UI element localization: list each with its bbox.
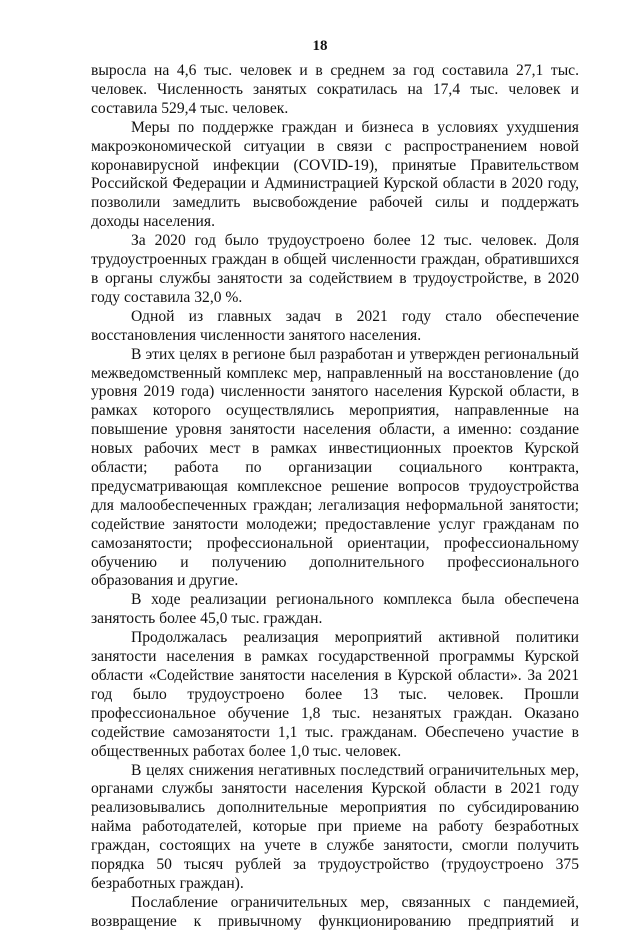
paragraph-regional-complex: В этих целях в регионе был разработан и утвержден региональный межведомственный комплекс мер, направленный на восстановление (до уровня 2019 года) численности занятого населения Курской области, в рамках которого осуществлялись мероприятия, направленные на повышение уровня занятости населения области, а именно: создание новых рабочих мест в рамках инвестиционных проектов Курской области; работа по организации социального контракта, предусматривающая комплексное решение вопросов трудоустройства для малообеспеченных граждан; легализация неформальной занятости; содействие занятости молодежи; предоставление услуг гражданам по самозанятости; профессиональной ориентации, профессиональному обучению и получению дополнительного профессионального образования и другие.: [91, 345, 579, 590]
paragraph-support-measures: Меры по поддержке граждан и бизнеса в условиях ухудшения макроэкономической ситуации в связи с распространением новой коронавирусной инфекции (COVID-19), принятые Правительством Российской Федерации и Администрацией Курской области в 2020 году, позволили замедлить высвобождение рабочей силы и поддержать доходы населения.: [91, 118, 579, 231]
paragraph-active-policy: Продолжалась реализация мероприятий активной политики занятости населения в рамках государственной программы Курской области «Содействие занятости населения в Курской области». За 2021 год было трудоустроено более 13 тыс. человек. Прошли профессиональное обучение 1,8 тыс. незанятых граждан. Оказано содействие самозанятости 1,1 тыс. гражданам. Обеспечено участие в общественных работах более 1,0 тыс. человек.: [91, 629, 579, 760]
paragraph-continuation: выросла на 4,6 тыс. человек и в среднем за год составила 27,1 тыс. человек. Численность занятых сократилась на 17,4 тыс. человек и составила 529,4 тыс. человек.: [91, 62, 579, 117]
paragraph-complex-results: В ходе реализации регионального комплекса была обеспечена занятость более 45,0 тыс. граждан.: [91, 591, 579, 628]
paragraph-main-task-2021: Одной из главных задач в 2021 году стало обеспечение восстановления численности занятого населения.: [91, 307, 579, 344]
page-number: 18: [312, 38, 328, 54]
paragraph-subsidies: В целях снижения негативных последствий ограничительных мер, органами службы занятости населения Курской области в 2021 году реализовывались дополнительные мероприятия по субсидированию найма работодателей, которые при приеме на работу безработных граждан, состоящих на учете в службе занятости, смогли получить порядка 50 тысяч рублей за трудоустройство (трудоустроено 375 безработных граждан).: [91, 761, 579, 892]
paragraph-easing-restrictions: Послабление ограничительных мер, связанных с пандемией, возвращение к привычному функционированию предприятий и: [91, 893, 579, 930]
document-body: [91, 62, 579, 932]
paragraph-employment-2020: За 2020 год было трудоустроено более 12 тыс. человек. Доля трудоустроенных граждан в общей численности граждан, обратившихся в органы службы занятости за содействием в трудоустройстве, в 2020 году составила 32,0 %.: [91, 232, 579, 306]
